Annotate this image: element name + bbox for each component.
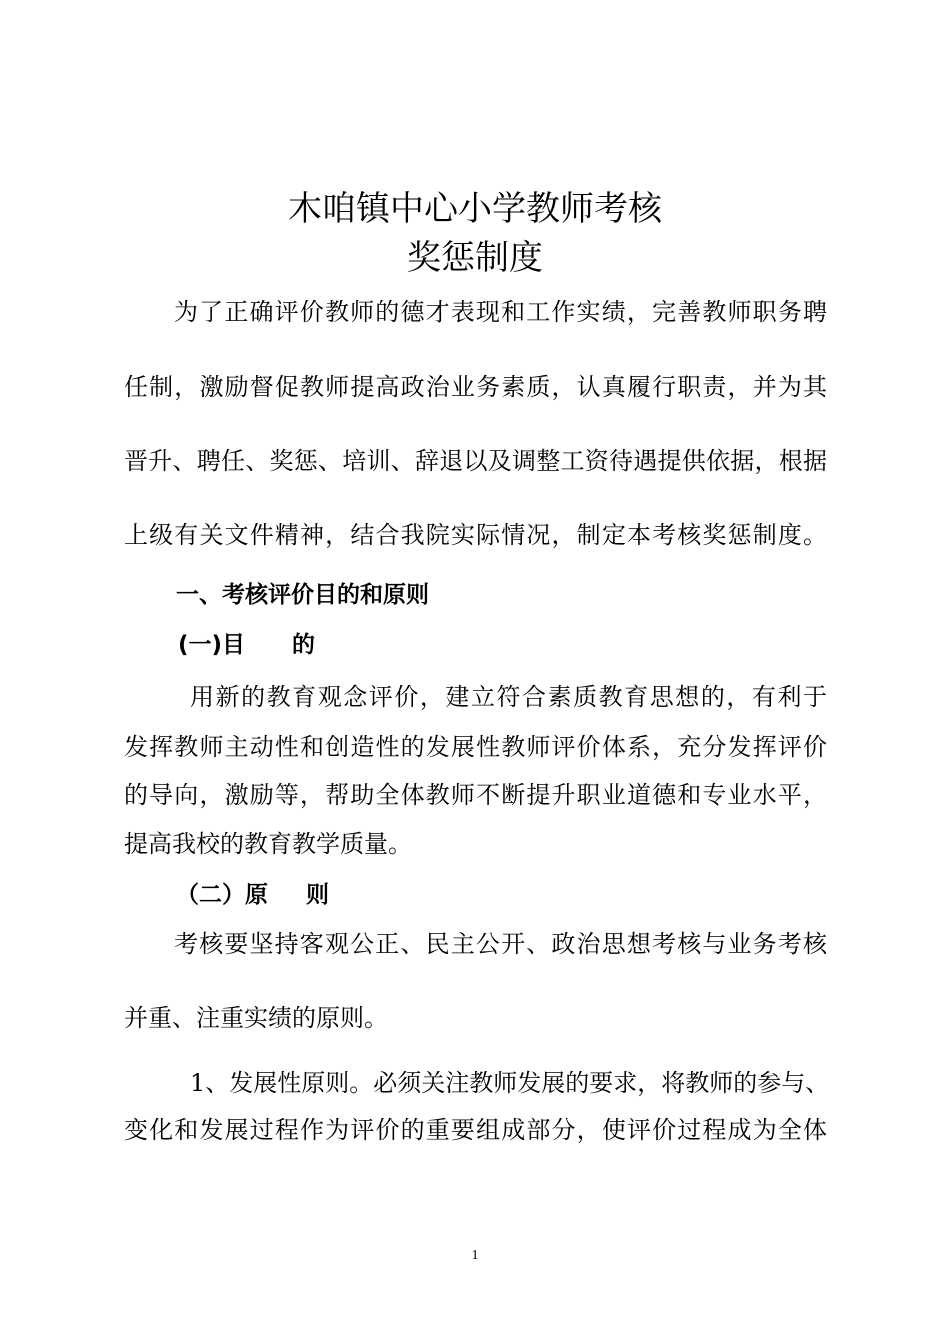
document-subtitle: 奖惩制度 [407, 238, 543, 278]
principle-line-1: 考核要坚持客观公正、民主公开、政治思想考核与业务考核 [174, 930, 827, 958]
document-title: 木咱镇中心小学教师考核 [288, 189, 662, 229]
subsection-principle-heading-end: 则 [306, 882, 329, 908]
intro-line-1: 为了正确评价教师的德才表现和工作实绩，完善教师职务聘 [174, 298, 827, 326]
principle-line-2: 并重、注重实绩的原则。 [124, 1004, 388, 1032]
page-number: 1 [471, 1248, 479, 1263]
intro-line-2: 任制，激励督促教师提高政治业务素质，认真履行职责，并为其 [124, 373, 827, 401]
subsection-purpose-heading-end: 的 [292, 632, 315, 658]
intro-line-4: 上级有关文件精神，结合我院实际情况，制定本考核奖惩制度。 [124, 521, 827, 549]
item-1-line-2: 变化和发展过程作为评价的重要组成部分，使评价过程成为全体 [124, 1116, 827, 1144]
subsection-purpose-heading: (一)目 [178, 632, 246, 658]
purpose-line-1: 用新的教育观念评价，建立符合素质教育思想的，有利于 [190, 683, 827, 711]
subsection-principle-heading: （二）原 [176, 882, 268, 908]
item-1-line-1: 1、发展性原则。必须关注教师发展的要求，将教师的参与、 [190, 1069, 830, 1097]
purpose-line-2: 发挥教师主动性和创造性的发展性教师评价体系，充分发挥评价 [124, 733, 827, 761]
section-heading: 一、考核评价目的和原则 [176, 582, 429, 608]
purpose-line-3: 的导向，激励等，帮助全体教师不断提升职业道德和专业水平， [124, 781, 827, 809]
purpose-line-4: 提高我校的教育教学质量。 [124, 830, 412, 858]
intro-line-3: 晋升、聘任、奖惩、培训、辞退以及调整工资待遇提供依据，根据 [124, 447, 827, 475]
